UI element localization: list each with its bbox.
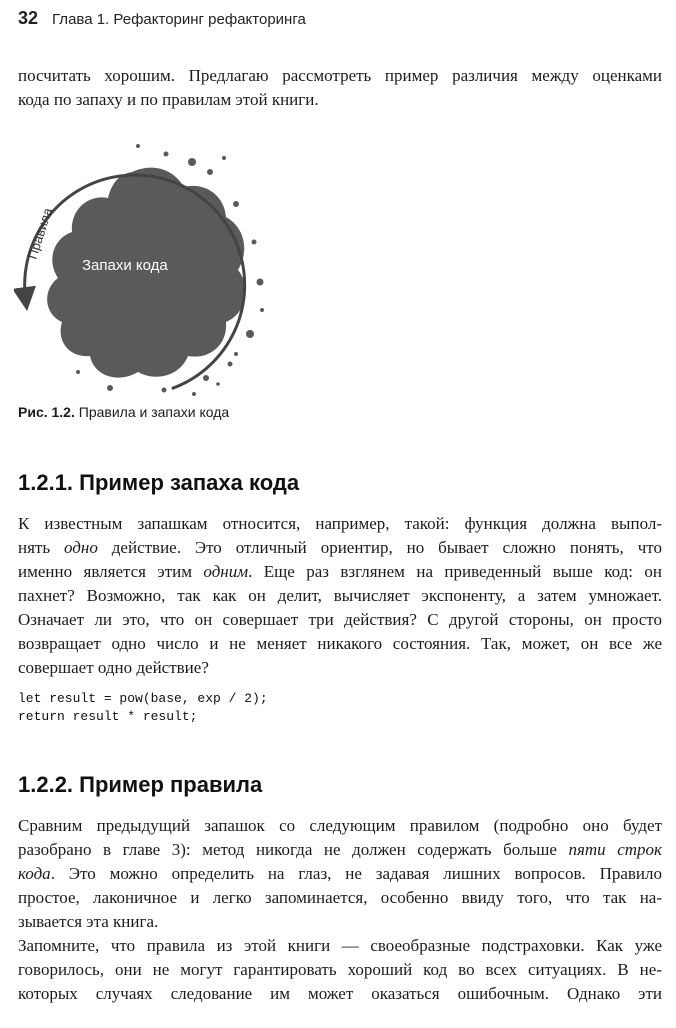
text-line: Сравним предыдущий запашок со следующим правилом (подробно оно будет [18, 816, 662, 835]
text-line: которых случаях следование им может оказаться ошибочным. Однако эти [18, 984, 662, 1003]
text-line: посчитать хорошим. Предлагаю рассмотреть пример различия между оценками [18, 66, 662, 85]
text-line: пахнет? Возможно, так как он делит, вычисляет экспоненту, а затем умножает. [18, 586, 662, 605]
text-line: говорилось, они не могут гарантировать хороший код во всех ситуациях. В не- [18, 960, 662, 979]
text-line: именно является этим одним. Еще раз взглянем на приведенный выше код: он [18, 562, 663, 581]
text-line: кода. Это можно определить на глаз, не задавая лишних вопросов. Правило [18, 864, 662, 883]
arrow-label: Правила [24, 206, 56, 261]
text-line: простое, лаконичное и легко запоминается, особенно ввиду того, что так на- [18, 888, 662, 907]
caption-text: Правила и запахи кода [74, 404, 230, 420]
code-line: return result * result; [18, 709, 198, 724]
running-header [18, 8, 306, 29]
section-heading: 1.2.1. Пример запаха кода [18, 470, 300, 495]
figure-rules-and-smells [14, 132, 274, 402]
chapter-title: Глава 1. Рефакторинг рефакторинга [52, 11, 306, 28]
text-line: кода по запаху и по правилам этой книги. [18, 90, 319, 109]
text-line: возвращает одно число и не меняет никакого состояния. Так, может, он все же [18, 634, 662, 653]
page-number: 32 [18, 8, 39, 28]
text-line: Запомните, что правила из этой книги — своеобразные подстраховки. Как уже [18, 936, 662, 955]
text-line: нять одно действие. Это отличный ориентир, но бывает сложно понять, что [18, 538, 662, 557]
splatter-diagram [14, 132, 274, 402]
text-line: совершает одно действие? [18, 658, 209, 677]
section-heading: 1.2.2. Пример правила [18, 772, 263, 797]
section2-paragraph-2 [18, 934, 662, 1006]
text-line: К известным запашкам относится, например, такой: функция должна выпол- [18, 514, 662, 533]
text-line: разобрано в главе 3): метод никогда не должен содержать больше пяти строк [18, 840, 662, 859]
text-line: зывается эта книга. [18, 912, 159, 931]
code-block [18, 690, 268, 726]
section1-paragraph [18, 512, 662, 680]
section2-paragraph [18, 814, 662, 934]
caption-prefix: Рис. 1.2. [18, 404, 75, 420]
figure-caption [18, 404, 229, 420]
code-line: let result = pow(base, exp / 2); [18, 691, 268, 706]
intro-paragraph [18, 64, 662, 112]
text-line: Означает ли это, что он совершает три действия? С другой стороны, он просто [18, 610, 662, 629]
blob-label: Запахи кода [82, 257, 168, 274]
